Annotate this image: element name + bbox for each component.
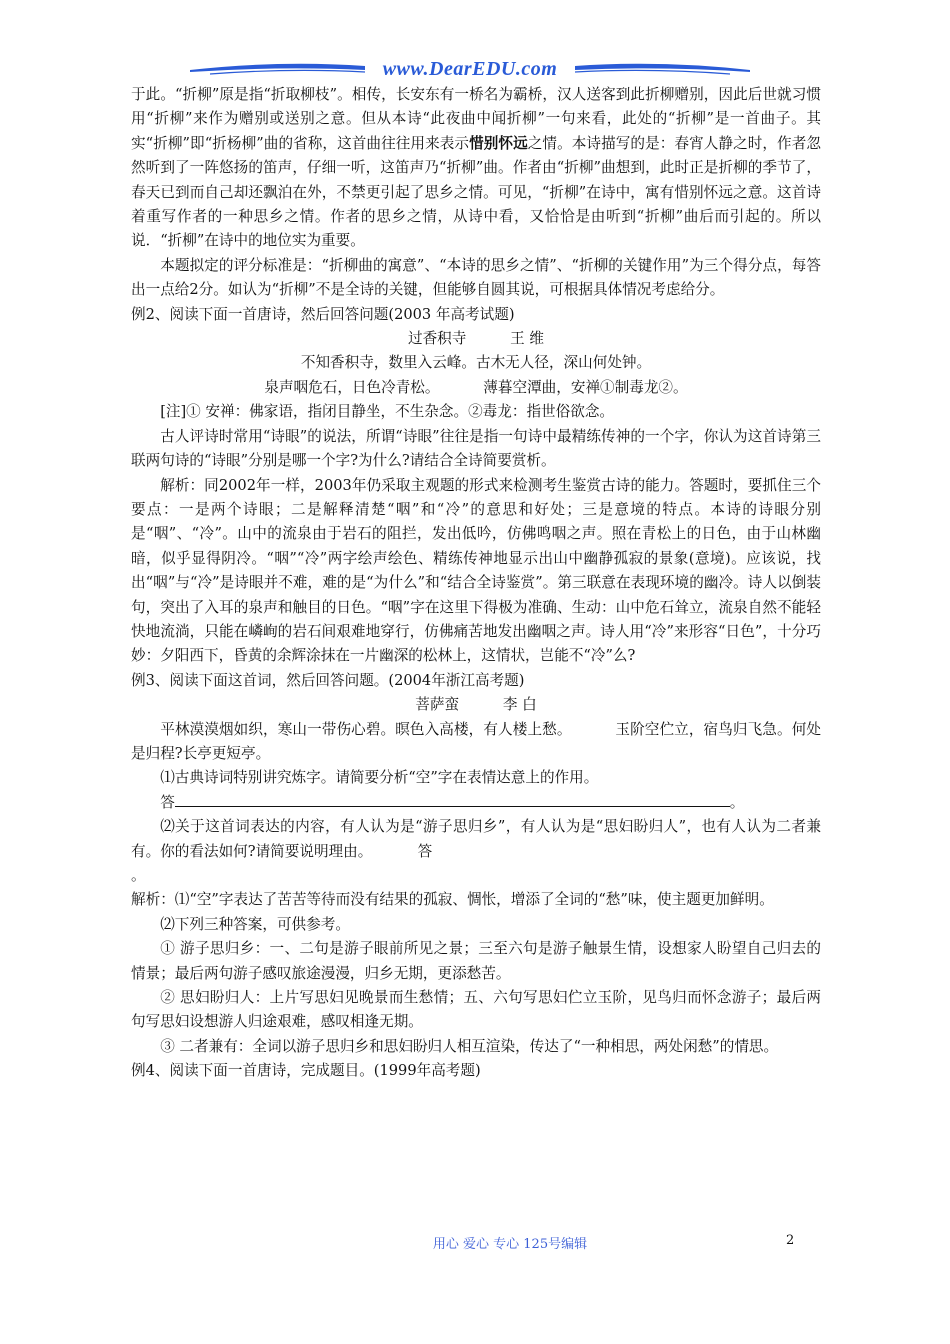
answer-analysis: 解析：同2002年一样，2003年仍采取主观题的形式来检测考生鉴赏古诗的能力。答题时，要抓住三个要点：一是两个诗眼；二是解释清楚“咽”和“冷”的意思和好处；三是意境的特点。本诗的诗眼分别是“咽”、“冷”。山中的流泉由于岩石的阻拦，发出低吟，仿佛鸣咽之声。照在青松上的日色，由于山林幽暗，似乎显得阴冷。“咽”“冷”两字绘声绘色、精练传神地显示出山中幽静孤寂的景象(意境)。应该说，找出“咽”与“冷”是诗眼并不难，难的是“为什么”和“结合全诗鉴赏”。第三联意在表现环境的幽冷。诗人以倒装句，突出了入耳的泉声和触目的日色。“咽”字在这里下得极为准确、生动：山中危石耸立，流泉自然不能轻快地流淌，只能在嶙峋的岩石间艰难地穿行，仿佛痛苦地发出幽咽之声。诗人用“冷”来形容“日色”，十分巧妙：夕阳西下，昏黄的余辉涂抹在一片幽深的松林上，这情状，岂能不“冷”么?	[131, 476, 821, 665]
poem-title-line: 菩萨蛮 李 白	[415, 696, 537, 714]
question-2: ⑵关于这首词表达的内容，有人认为是“游子思归乡”，有人认为是“思妇盼归人”，也有人认为二者兼有。你的看法如何?请简要说明理由。 答 。	[131, 818, 821, 884]
answer-analysis-1: 解析：⑴“空”字表达了苦苦等待而没有结果的孤寂、惆怅，增添了全词的“愁”味，使主题更加鲜明。	[131, 891, 774, 909]
question-1: ⑴古典诗词特别讲究炼字。请简要分析“空”字在表情达意上的作用。	[160, 769, 599, 787]
footer-slogan: 用心 爱心 专心 125号编辑	[432, 1237, 588, 1252]
page-number: 2	[786, 1233, 795, 1248]
paragraph-scoring: 本题拟定的评分标准是：“折柳曲的寓意”、“本诗的思乡之情”、“折柳的关键作用”为三个得分点，每答出一点给2分。如认为“折柳”不是全诗的关键，但能够自圆其说，可根据具体情况考虑给分。	[131, 256, 821, 299]
example-3-heading: 例3、阅读下面这首词，然后回答问题。(2004年浙江高考题)	[131, 671, 525, 689]
poem-text: 平林漠漠烟如织，寒山一带伤心碧。暝色入高楼，有人楼上愁。 玉阶空伫立，宿鸟归飞急。何处是归程?长亭更短亭。	[131, 720, 821, 762]
document-body	[131, 83, 821, 1084]
site-url[interactable]: www.DearEDU.com	[382, 58, 558, 80]
poem-title-line: 过香积寺 王 维	[407, 330, 544, 348]
answer-option-3: ③ 二者兼有：全词以游子思归乡和思妇盼归人相互渲染，传达了“一种相思，两处闲愁”的情思。	[160, 1037, 779, 1055]
poem-line: 不知香积寺，数里入云峰。古木无人径，深山何处钟。	[300, 354, 652, 372]
question-text: 古人评诗时常用“诗眼”的说法，所谓“诗眼”往往是指一句诗中最精练传神的一个字，你认为这首诗第三联两句诗的“诗眼”分别是哪一个字?为什么?请结合全诗简要赏析。	[131, 427, 821, 470]
example-4-heading: 例4、阅读下面一首唐诗，完成题目。(1999年高考题)	[131, 1062, 481, 1080]
answer-blank[interactable]	[175, 792, 730, 807]
answer-line-1: 答 。	[160, 793, 745, 811]
answer-analysis-2: ⑵下列三种答案，可供参考。	[160, 915, 350, 933]
paragraph-zheliu-analysis: 于此。“折柳”原是指“折取柳枝”。相传，长安东有一桥名为霸桥，汉人送客到此折柳赠别，因此后世就习惯用“折柳”来作为赠别或送别之意。但从本诗“此夜曲中闻折柳”一句来看，此处的“折柳”是一首曲子。其实“折柳”即“折杨柳”曲的省称，这首曲往往用来表示惜别怀远之情。本诗描写的是：春宵人静之时，作者忽然听到了一阵悠扬的笛声，仔细一听，这笛声乃“折柳”曲。作者由“折柳”曲想到，此时正是折柳的季节了，春天已到而自己却还飘泊在外，不禁更引起了思乡之情。可见，“折柳”在诗中，寓有惜别怀远之意。这首诗着重写作者的一种思乡之情。作者的思乡之情，从诗中看，又恰恰是由听到“折柳”曲后而引起的。所以说．“折柳”在诗中的地位实为重要。	[131, 86, 821, 250]
answer-option-1: ① 游子思归乡：一、二句是游子眼前所见之景；三至六句是游子触景生情，设想家人盼望自己归去的情景；最后两句游子感叹旅途漫漫，归乡无期，更添愁苦。	[131, 940, 821, 982]
example-2-heading: 例2、阅读下面一首唐诗，然后回答问题(2003 年高考试题)	[131, 305, 515, 323]
answer-option-2: ② 思妇盼归人：上片写思妇见晚景而生愁情；五、六句写思妇伫立玉阶，见鸟归而怀念游子；最后两句写思妇设想游人归途艰难，感叹相逢无期。	[131, 989, 821, 1031]
site-banner	[190, 52, 750, 84]
poem-line: 泉声咽危石，日色冷青松。 薄暮空潭曲，安禅①制毒龙②。	[264, 378, 688, 396]
bold-phrase: 惜别怀远	[469, 134, 528, 152]
poem-note: [注]① 安禅：佛家语，指闭目静坐，不生杂念。②毒龙：指世俗欲念。	[160, 403, 615, 421]
